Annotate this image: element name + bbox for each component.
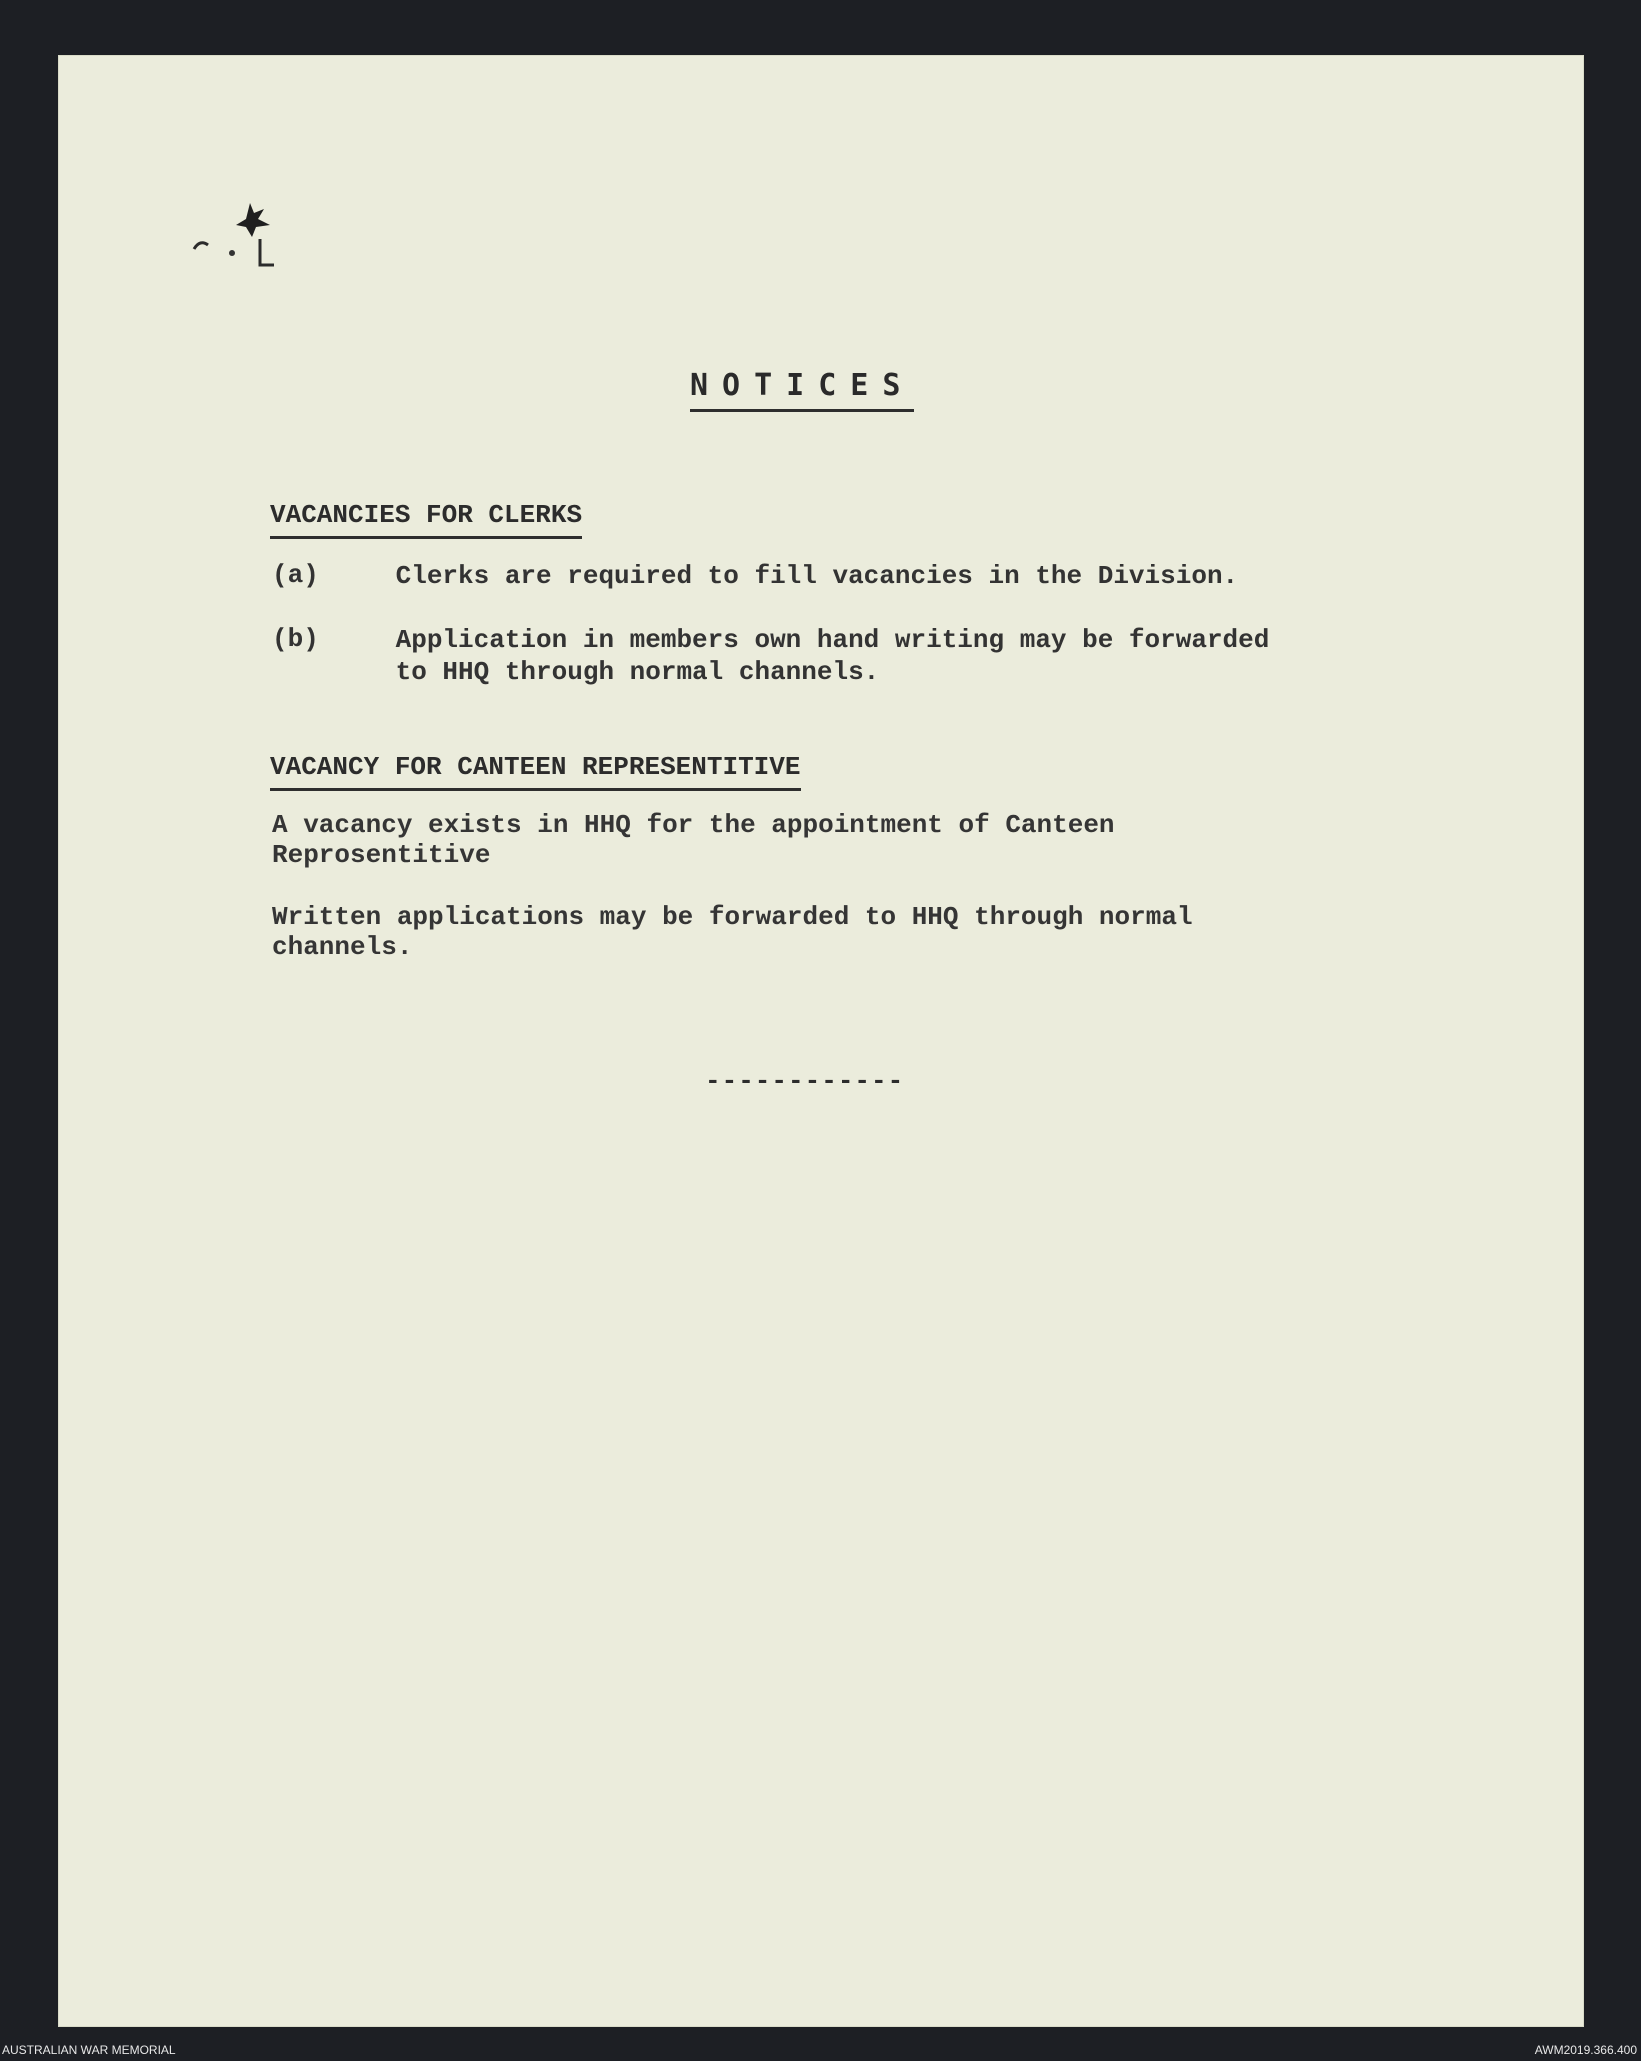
paragraph: Written applications may be forwarded to HHQ through normal channels. xyxy=(272,902,1193,962)
item-marker: (b) xyxy=(272,624,319,654)
list-item xyxy=(272,624,1269,688)
item-marker: (a) xyxy=(272,560,319,590)
footer-credit: AUSTRALIAN WAR MEMORIAL xyxy=(2,2043,176,2057)
ink-blot-mark xyxy=(188,195,308,295)
section-heading-clerks: VACANCIES FOR CLERKS xyxy=(270,500,582,539)
item-text: Application in members own hand writing may be forwarded to HHQ through normal channels. xyxy=(395,625,1270,687)
document-title: NOTICES xyxy=(690,368,914,412)
item-text: Clerks are required to fill vacancies in the Division. xyxy=(395,561,1239,591)
paragraph: A vacancy exists in HHQ for the appointment of Canteen Reprosentitive xyxy=(272,810,1115,870)
footer-accession-number: AWM2019.366.400 xyxy=(1534,2043,1637,2057)
closing-rule: ------------ xyxy=(705,1066,905,1096)
list-item xyxy=(272,560,1238,592)
section-heading-canteen: VACANCY FOR CANTEEN REPRESENTITIVE xyxy=(270,752,801,791)
document-page xyxy=(58,55,1584,2027)
